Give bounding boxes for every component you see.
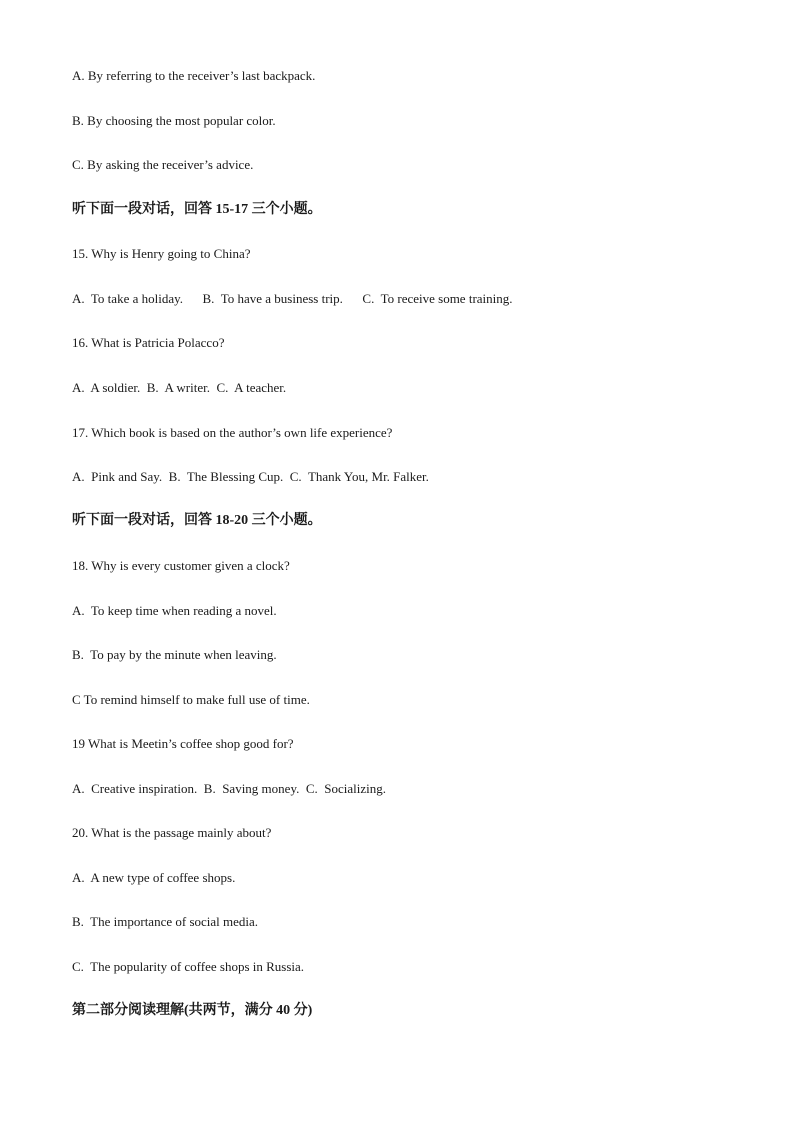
question-text: 19 What is Meetin’s coffee shop good for? — [72, 736, 294, 751]
question-text: 18. Why is every customer given a clock? — [72, 558, 290, 573]
section-heading: 听下面一段对话，回答 18-20 三个小题。 — [72, 513, 322, 528]
option-text: A. A soldier. B. A writer. C. A teacher. — [72, 380, 287, 395]
option-text: C To remind himself to make full use of time. — [72, 692, 310, 707]
option-text: C. The popularity of coffee shops in Russia. — [72, 959, 305, 974]
option-text: B. To pay by the minute when leaving. — [72, 647, 277, 662]
option-text: B. The importance of social media. — [72, 914, 259, 929]
option-text: C. By asking the receiver’s advice. — [72, 157, 254, 172]
section-heading: 第二部分阅读理解(共两节，满分 40 分) — [72, 1003, 313, 1018]
section-heading: 听下面一段对话，回答 15-17 三个小题。 — [72, 202, 322, 217]
option-text: A. To keep time when reading a novel. — [72, 603, 277, 618]
option-text: A. A new type of coffee shops. — [72, 870, 236, 885]
question-text: 20. What is the passage mainly about? — [72, 825, 272, 840]
option-text: A. Pink and Say. B. The Blessing Cup. C. Thank You, Mr. Falker. — [72, 469, 429, 484]
option-text: A. To take a holiday. B. To have a business trip. C. To receive some training. — [72, 291, 513, 306]
question-text: 17. Which book is based on the author’s own life experience? — [72, 425, 393, 440]
option-text: B. By choosing the most popular color. — [72, 113, 276, 128]
question-text: 15. Why is Henry going to China? — [72, 246, 251, 261]
option-text: A. Creative inspiration. B. Saving money. C. Socializing. — [72, 781, 387, 796]
question-text: 16. What is Patricia Polacco? — [72, 335, 225, 350]
option-text: A. By referring to the receiver’s last backpack. — [72, 68, 316, 83]
